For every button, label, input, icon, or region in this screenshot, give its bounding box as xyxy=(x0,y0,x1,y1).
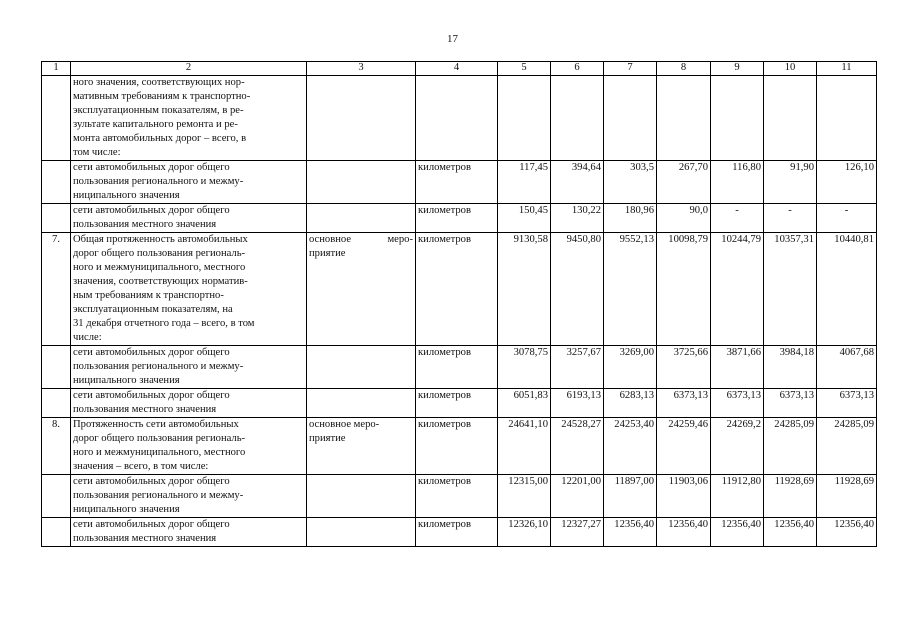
page-number: 17 xyxy=(447,33,458,45)
value-cell xyxy=(604,76,657,161)
value-cell xyxy=(551,76,604,161)
indicator-name-line: мативным требованиям к транспортно- xyxy=(73,91,251,102)
value-cell: 9450,80 xyxy=(551,233,604,346)
value-cell xyxy=(817,76,877,161)
indicator-name-line: пользования регионального и межму- xyxy=(73,361,244,372)
value-cell: 117,45 xyxy=(498,161,551,204)
value-cell: 11928,69 xyxy=(764,475,817,518)
indicator-name-line: дорог общего пользования региональ- xyxy=(73,433,246,444)
table-row xyxy=(42,204,877,233)
row-number: 8. xyxy=(42,418,71,475)
unit-cell: километров xyxy=(416,389,498,418)
indicator-name-line: пользования регионального и межму- xyxy=(73,176,244,187)
indicator-name-line: ного и межмуниципального, местного xyxy=(73,447,246,458)
indicator-name-line: эксплуатационным показателям, на xyxy=(73,304,233,315)
column-header: 11 xyxy=(817,62,877,76)
unit-cell: километров xyxy=(416,161,498,204)
row-number xyxy=(42,161,71,204)
indicator-name-line: Общая протяженность автомобильных xyxy=(73,234,248,245)
measure-type-line: основное меро- xyxy=(309,234,413,245)
value-cell: 6373,13 xyxy=(711,389,764,418)
value-cell: 12326,10 xyxy=(498,518,551,547)
row-number: 7. xyxy=(42,233,71,346)
unit-cell: километров xyxy=(416,518,498,547)
row-number xyxy=(42,76,71,161)
value-cell: 12356,40 xyxy=(657,518,711,547)
indicator-name xyxy=(71,418,307,475)
row-number xyxy=(42,475,71,518)
indicator-name-line: пользования местного значения xyxy=(73,404,217,415)
table-row xyxy=(42,233,877,346)
value-cell: 24528,27 xyxy=(551,418,604,475)
indicator-name-line: том числе: xyxy=(73,147,121,158)
value-cell: 11912,80 xyxy=(711,475,764,518)
value-cell: 303,5 xyxy=(604,161,657,204)
value-cell: 3257,67 xyxy=(551,346,604,389)
indicators-table xyxy=(41,61,877,547)
value-cell: 24259,46 xyxy=(657,418,711,475)
value-cell: 116,80 xyxy=(711,161,764,204)
table-row xyxy=(42,418,877,475)
column-header: 9 xyxy=(711,62,764,76)
indicator-name-line: ниципального значения xyxy=(73,190,180,201)
value-cell: 12315,00 xyxy=(498,475,551,518)
value-cell: 12327,27 xyxy=(551,518,604,547)
measure-type-line: основное меро- xyxy=(309,419,380,430)
indicator-name xyxy=(71,389,307,418)
column-header: 2 xyxy=(71,62,307,76)
value-cell: 12356,40 xyxy=(817,518,877,547)
value-cell: 10357,31 xyxy=(764,233,817,346)
measure-type-line: приятие xyxy=(309,433,346,444)
value-cell: 3871,66 xyxy=(711,346,764,389)
value-cell: 24269,2 xyxy=(711,418,764,475)
value-cell: 3725,66 xyxy=(657,346,711,389)
value-cell xyxy=(711,76,764,161)
value-cell: 12356,40 xyxy=(711,518,764,547)
column-header: 1 xyxy=(42,62,71,76)
measure-type xyxy=(307,389,416,418)
unit-cell: километров xyxy=(416,204,498,233)
table-row xyxy=(42,475,877,518)
value-cell: 3078,75 xyxy=(498,346,551,389)
value-cell: 24285,09 xyxy=(817,418,877,475)
column-header: 3 xyxy=(307,62,416,76)
indicator-name-line: пользования местного значения xyxy=(73,533,217,544)
value-cell: 267,70 xyxy=(657,161,711,204)
value-cell: - xyxy=(711,204,764,233)
value-cell: 12201,00 xyxy=(551,475,604,518)
indicator-name-line: значения – всего, в том числе: xyxy=(73,461,209,472)
measure-type xyxy=(307,518,416,547)
column-header: 4 xyxy=(416,62,498,76)
indicator-name-line: 31 декабря отчетного года – всего, в том xyxy=(73,318,255,329)
value-cell xyxy=(764,76,817,161)
value-cell: 11903,06 xyxy=(657,475,711,518)
measure-type-line: приятие xyxy=(309,248,346,259)
value-cell: 6283,13 xyxy=(604,389,657,418)
value-cell: 12356,40 xyxy=(764,518,817,547)
indicator-name-line: ного значения, соответствующих нор- xyxy=(73,77,245,88)
row-number xyxy=(42,389,71,418)
value-cell: 6373,13 xyxy=(817,389,877,418)
measure-type xyxy=(307,418,416,475)
value-cell: 130,22 xyxy=(551,204,604,233)
unit-cell: километров xyxy=(416,418,498,475)
value-cell: 24253,40 xyxy=(604,418,657,475)
value-cell: 6051,83 xyxy=(498,389,551,418)
value-cell: 4067,68 xyxy=(817,346,877,389)
table-row xyxy=(42,76,877,161)
value-cell: - xyxy=(817,204,877,233)
value-cell: 126,10 xyxy=(817,161,877,204)
indicator-name-line: дорог общего пользования региональ- xyxy=(73,248,246,259)
column-header: 6 xyxy=(551,62,604,76)
measure-type xyxy=(307,76,416,161)
indicator-name-line: сети автомобильных дорог общего xyxy=(73,476,230,487)
value-cell xyxy=(657,76,711,161)
indicator-name-line: сети автомобильных дорог общего xyxy=(73,162,230,173)
indicator-name xyxy=(71,518,307,547)
row-number xyxy=(42,204,71,233)
measure-type xyxy=(307,233,416,346)
value-cell: 180,96 xyxy=(604,204,657,233)
value-cell: 91,90 xyxy=(764,161,817,204)
indicator-name xyxy=(71,475,307,518)
value-cell: 6373,13 xyxy=(764,389,817,418)
measure-type xyxy=(307,346,416,389)
indicator-name-line: ниципального значения xyxy=(73,504,180,515)
unit-cell xyxy=(416,76,498,161)
table-row xyxy=(42,346,877,389)
indicator-name-line: монта автомобильных дорог – всего, в xyxy=(73,133,247,144)
value-cell: 12356,40 xyxy=(604,518,657,547)
column-header: 8 xyxy=(657,62,711,76)
unit-cell: километров xyxy=(416,475,498,518)
value-cell: 6373,13 xyxy=(657,389,711,418)
indicator-name-line: ниципального значения xyxy=(73,375,180,386)
value-cell: 10098,79 xyxy=(657,233,711,346)
value-cell: 3984,18 xyxy=(764,346,817,389)
indicator-name-line: сети автомобильных дорог общего xyxy=(73,519,230,530)
value-cell: 90,0 xyxy=(657,204,711,233)
value-cell: 24285,09 xyxy=(764,418,817,475)
indicator-name-line: Протяженность сети автомобильных xyxy=(73,419,239,430)
indicator-name xyxy=(71,346,307,389)
column-header: 7 xyxy=(604,62,657,76)
indicator-name-line: значения, соответствующих норматив- xyxy=(73,276,248,287)
value-cell: 11897,00 xyxy=(604,475,657,518)
indicator-name-line: ным требованиям к транспортно- xyxy=(73,290,224,301)
row-number xyxy=(42,346,71,389)
table-row xyxy=(42,161,877,204)
indicator-name-line: сети автомобильных дорог общего xyxy=(73,390,230,401)
indicator-name xyxy=(71,204,307,233)
value-cell: 9552,13 xyxy=(604,233,657,346)
table-row xyxy=(42,389,877,418)
value-cell: - xyxy=(764,204,817,233)
value-cell: 6193,13 xyxy=(551,389,604,418)
indicator-name-line: зультате капитального ремонта и ре- xyxy=(73,119,238,130)
column-header: 5 xyxy=(498,62,551,76)
unit-cell: километров xyxy=(416,233,498,346)
value-cell xyxy=(498,76,551,161)
column-header: 10 xyxy=(764,62,817,76)
measure-type xyxy=(307,204,416,233)
row-number xyxy=(42,518,71,547)
indicator-name-line: числе: xyxy=(73,332,102,343)
indicator-name xyxy=(71,76,307,161)
table-row xyxy=(42,518,877,547)
measure-type xyxy=(307,161,416,204)
value-cell: 150,45 xyxy=(498,204,551,233)
value-cell: 3269,00 xyxy=(604,346,657,389)
value-cell: 11928,69 xyxy=(817,475,877,518)
indicator-name xyxy=(71,161,307,204)
value-cell: 9130,58 xyxy=(498,233,551,346)
measure-type xyxy=(307,475,416,518)
indicator-name xyxy=(71,233,307,346)
indicator-name-line: ного и межмуниципального, местного xyxy=(73,262,246,273)
unit-cell: километров xyxy=(416,346,498,389)
indicator-name-line: пользования местного значения xyxy=(73,219,217,230)
value-cell: 10244,79 xyxy=(711,233,764,346)
header-row xyxy=(42,62,877,76)
indicator-name-line: сети автомобильных дорог общего xyxy=(73,205,230,216)
value-cell: 24641,10 xyxy=(498,418,551,475)
value-cell: 394,64 xyxy=(551,161,604,204)
indicator-name-line: эксплуатационным показателям, в ре- xyxy=(73,105,244,116)
value-cell: 10440,81 xyxy=(817,233,877,346)
indicator-name-line: пользования регионального и межму- xyxy=(73,490,244,501)
indicator-name-line: сети автомобильных дорог общего xyxy=(73,347,230,358)
